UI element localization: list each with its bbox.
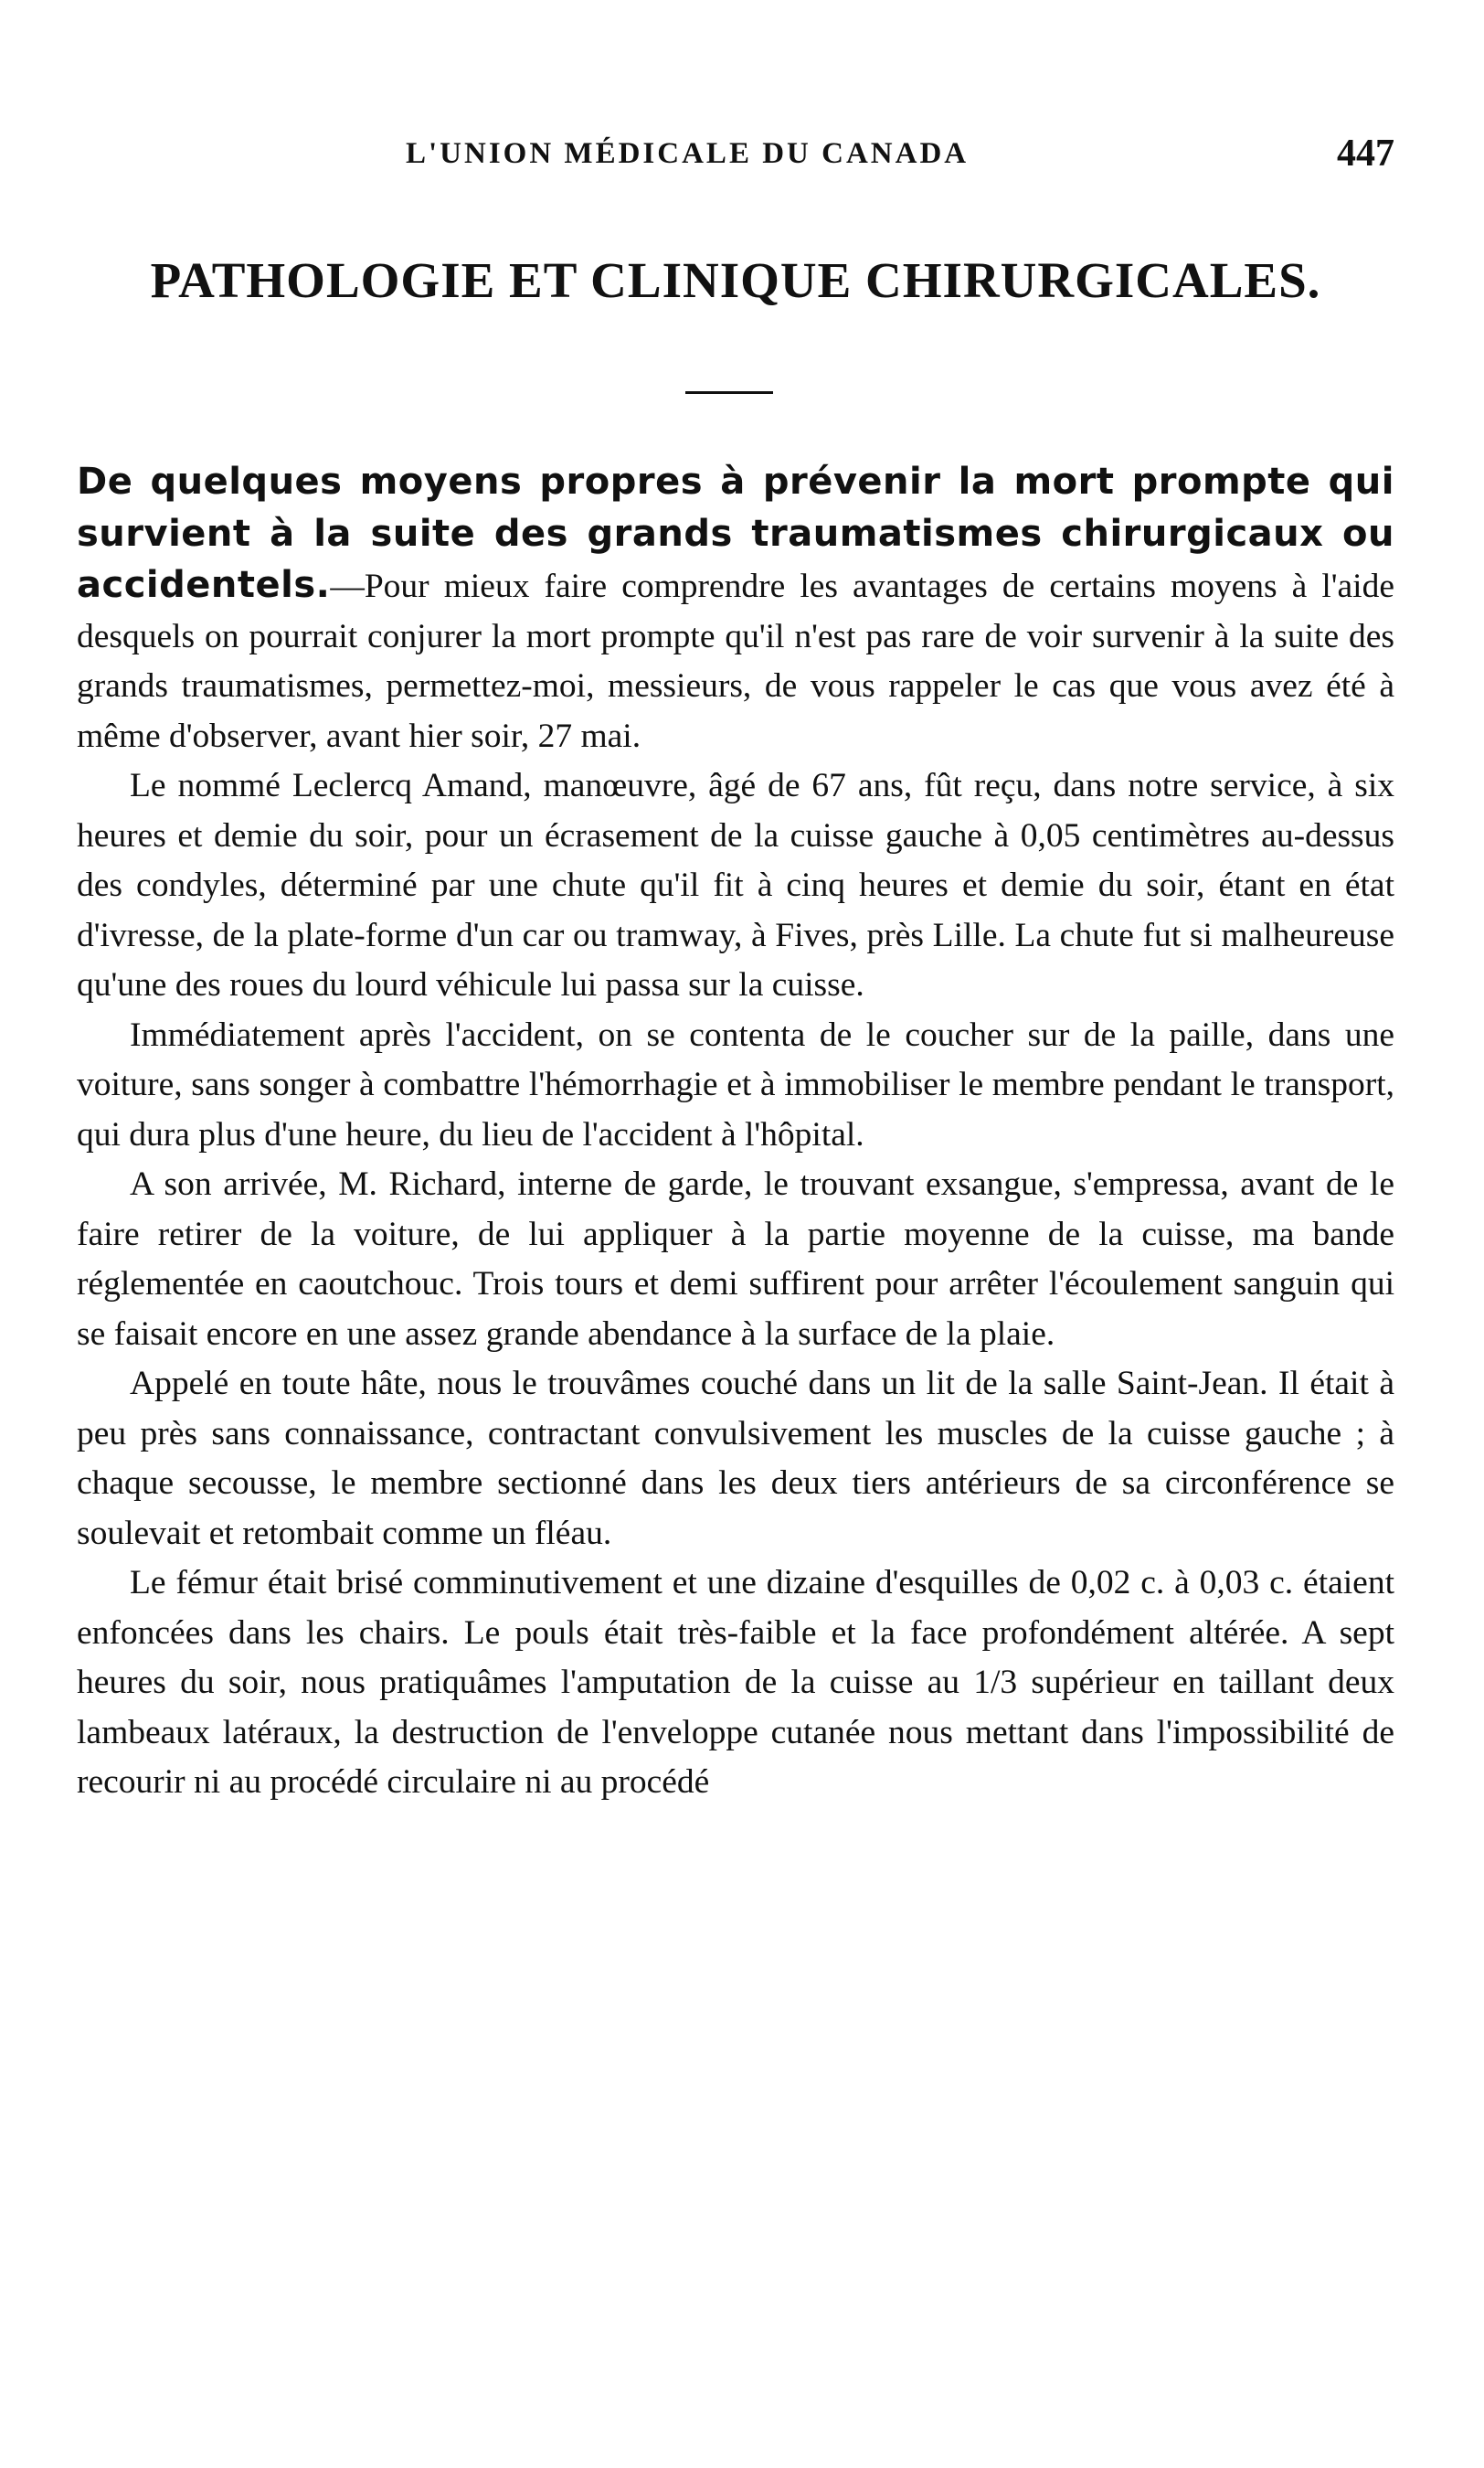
document-page <box>77 0 1394 2468</box>
article-paragraph: Appelé en toute hâte, nous le trouvâmes couché dans un lit de la salle Saint-Jean. Il était à peu près sans connaissance, contractant convulsivement les muscles de la cuisse gauche ; à chaque secousse, le membre sectionné dans les deux tiers antérieurs de sa circonférence se soulevait et retombait comme un fléau. <box>77 1365 1394 1552</box>
article-paragraph: Immédiatement après l'accident, on se contenta de le coucher sur de la paille, dans une voiture, sans songer à combattre l'hémorrhagie et à immobiliser le membre pendant le transport, qui dura plus d'une heure, du lieu de l'accident à l'hôpital. <box>77 1016 1394 1154</box>
article-paragraph: A son arrivée, M. Richard, interne de garde, le trouvant exsangue, s'empressa, avant de le faire retirer de la voiture, de lui appliquer à la partie moyenne de la cuisse, ma bande réglementée en caoutchouc. Trois tours et demi suffirent pour arrêter l'écoulement sanguin qui se faisait encore en une assez grande abendance à la surface de la plaie. <box>77 1165 1394 1353</box>
article-paragraph: Le fémur était brisé comminutivement et une dizaine d'esquilles de 0,02 c. à 0,03 c. étaient enfoncées dans les chairs. Le pouls était très-faible et la face profondément altérée. A sept heures du soir, nous pratiquâmes l'amputation de la cuisse au 1/3 supérieur en taillant deux lambeaux latéraux, la destruction de l'enveloppe cutanée nous mettant dans l'impossibilité de recourir ni au procédé circulaire ni au procédé <box>77 1564 1394 1801</box>
title-divider <box>685 391 773 394</box>
page-number: 447 <box>1337 133 1394 175</box>
article-paragraph <box>77 457 1394 761</box>
article-title: De quelques moyens propres à prévenir la mort prompte qui survient à la suite des grands traumatismes chirurgicaux ou accidentels. <box>77 461 1394 606</box>
journal-title: L'UNION MÉDICALE DU CANADA <box>406 137 970 170</box>
article-paragraph: Le nommé Leclercq Amand, manœuvre, âgé de 67 ans, fût reçu, dans notre service, à six heures et demie du soir, pour un écrasement de la cuisse gauche à 0,05 centimètres au-dessus des condyles, déterminé par une chute qu'il fit à cinq heures et demie du soir, étant en état d'ivresse, de la plate-forme d'un car ou tramway, à Fives, près Lille. La chute fut si malheureuse qu'une des roues du lourd véhicule lui passa sur la cuisse. <box>77 767 1394 1004</box>
paragraph-text: —Pour mieux faire comprendre les avantages de certains moyens à l'aide desquels on pourrait conjurer la mort prompte qu'il n'est pas rare de voir survenir à la suite des grands traumatismes, permettez-moi, messieurs, de vous rappeler le cas que vous avez été à même d'observer, avant hier soir, 27 mai. <box>77 568 1394 755</box>
article-body <box>77 457 1394 1808</box>
running-header <box>77 133 1394 183</box>
section-heading: PATHOLOGIE ET CLINIQUE CHIRURGICALES. <box>150 252 1321 308</box>
